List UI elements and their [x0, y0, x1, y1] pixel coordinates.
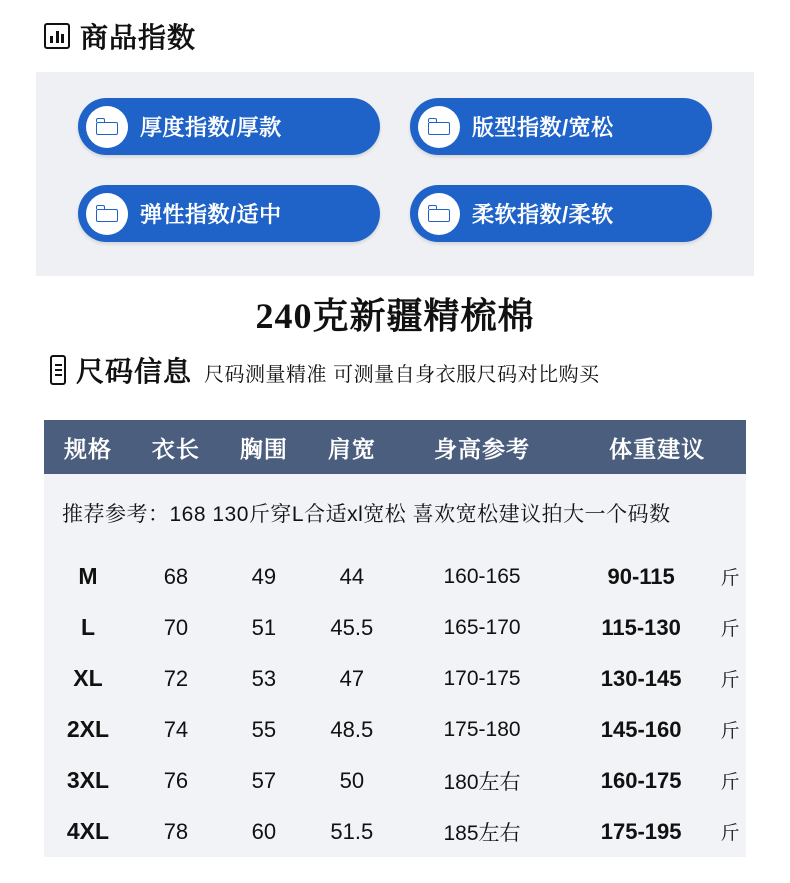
cell-length: 78: [132, 806, 220, 857]
table-row: [44, 653, 746, 704]
size-table: [44, 420, 746, 857]
index-pill-elasticity[interactable]: [78, 185, 380, 242]
cell-spec: L: [44, 602, 132, 653]
cell-spec: 4XL: [44, 806, 132, 857]
table-header-cell: 规格: [44, 420, 132, 474]
cell-bust: 49: [220, 551, 308, 602]
cell-shoulder: 45.5: [308, 602, 396, 653]
list-icon: [50, 355, 66, 385]
cell-height: 165-170: [396, 602, 568, 653]
cell-shoulder: 44: [308, 551, 396, 602]
cell-weight: 145-160: [568, 704, 714, 755]
cell-shoulder: 50: [308, 755, 396, 806]
cell-spec: 2XL: [44, 704, 132, 755]
index-pill-label: 弹性指数/适中: [140, 202, 282, 227]
product-index-heading: [44, 16, 196, 56]
cell-weight: 90-115: [568, 551, 714, 602]
bar-chart-icon: [44, 23, 70, 49]
cell-unit: 斤: [714, 602, 746, 653]
table-header-cell: 胸围: [220, 420, 308, 474]
table-row: [44, 704, 746, 755]
size-info-title: 尺码信息: [76, 356, 193, 387]
product-index-panel: [36, 72, 754, 276]
cell-bust: 51: [220, 602, 308, 653]
table-row: [44, 551, 746, 602]
folder-icon: [418, 193, 460, 235]
table-header-cell: 衣长: [132, 420, 220, 474]
cell-weight: 115-130: [568, 602, 714, 653]
cell-spec: XL: [44, 653, 132, 704]
cell-weight: 160-175: [568, 755, 714, 806]
cell-unit: 斤: [714, 806, 746, 857]
product-index-title: 商品指数: [80, 22, 197, 53]
table-row: [44, 602, 746, 653]
folder-icon: [418, 106, 460, 148]
cell-bust: 55: [220, 704, 308, 755]
cell-length: 74: [132, 704, 220, 755]
cell-bust: 57: [220, 755, 308, 806]
table-header-cell: 肩宽: [308, 420, 396, 474]
product-index-pill-grid: [36, 72, 754, 276]
cell-weight: 175-195: [568, 806, 714, 857]
cell-spec: 3XL: [44, 755, 132, 806]
cell-shoulder: 48.5: [308, 704, 396, 755]
cell-shoulder: 51.5: [308, 806, 396, 857]
cell-spec: M: [44, 551, 132, 602]
fabric-banner-text: 240克新疆精梳棉: [255, 296, 535, 336]
cell-length: 72: [132, 653, 220, 704]
cell-length: 70: [132, 602, 220, 653]
cell-unit: 斤: [714, 653, 746, 704]
folder-icon: [86, 193, 128, 235]
cell-unit: 斤: [714, 755, 746, 806]
size-info-heading: [50, 350, 600, 390]
cell-bust: 53: [220, 653, 308, 704]
cell-shoulder: 47: [308, 653, 396, 704]
index-pill-label: 柔软指数/柔软: [472, 202, 614, 227]
cell-length: 76: [132, 755, 220, 806]
table-note: 推荐参考：168 130斤穿L合适xl宽松 喜欢宽松建议拍大一个码数: [44, 474, 746, 551]
size-info-subtitle: 尺码测量精准 可测量自身衣服尺码对比购买: [204, 364, 600, 386]
table-header-cell: 体重建议: [568, 420, 746, 474]
folder-icon: [86, 106, 128, 148]
cell-bust: 60: [220, 806, 308, 857]
cell-height: 185左右: [396, 806, 568, 857]
table-row: [44, 755, 746, 806]
index-pill-thickness[interactable]: [78, 98, 380, 155]
table-header-row: [44, 420, 746, 474]
cell-height: 160-165: [396, 551, 568, 602]
table-row: [44, 806, 746, 857]
table-header-cell: 身高参考: [396, 420, 568, 474]
cell-height: 170-175: [396, 653, 568, 704]
cell-length: 68: [132, 551, 220, 602]
table-note-row: [44, 474, 746, 551]
cell-unit: 斤: [714, 704, 746, 755]
index-pill-fit[interactable]: [410, 98, 712, 155]
cell-height: 180左右: [396, 755, 568, 806]
index-pill-label: 版型指数/宽松: [472, 115, 614, 140]
index-pill-softness[interactable]: [410, 185, 712, 242]
cell-weight: 130-145: [568, 653, 714, 704]
cell-unit: 斤: [714, 551, 746, 602]
index-pill-label: 厚度指数/厚款: [140, 115, 282, 140]
cell-height: 175-180: [396, 704, 568, 755]
